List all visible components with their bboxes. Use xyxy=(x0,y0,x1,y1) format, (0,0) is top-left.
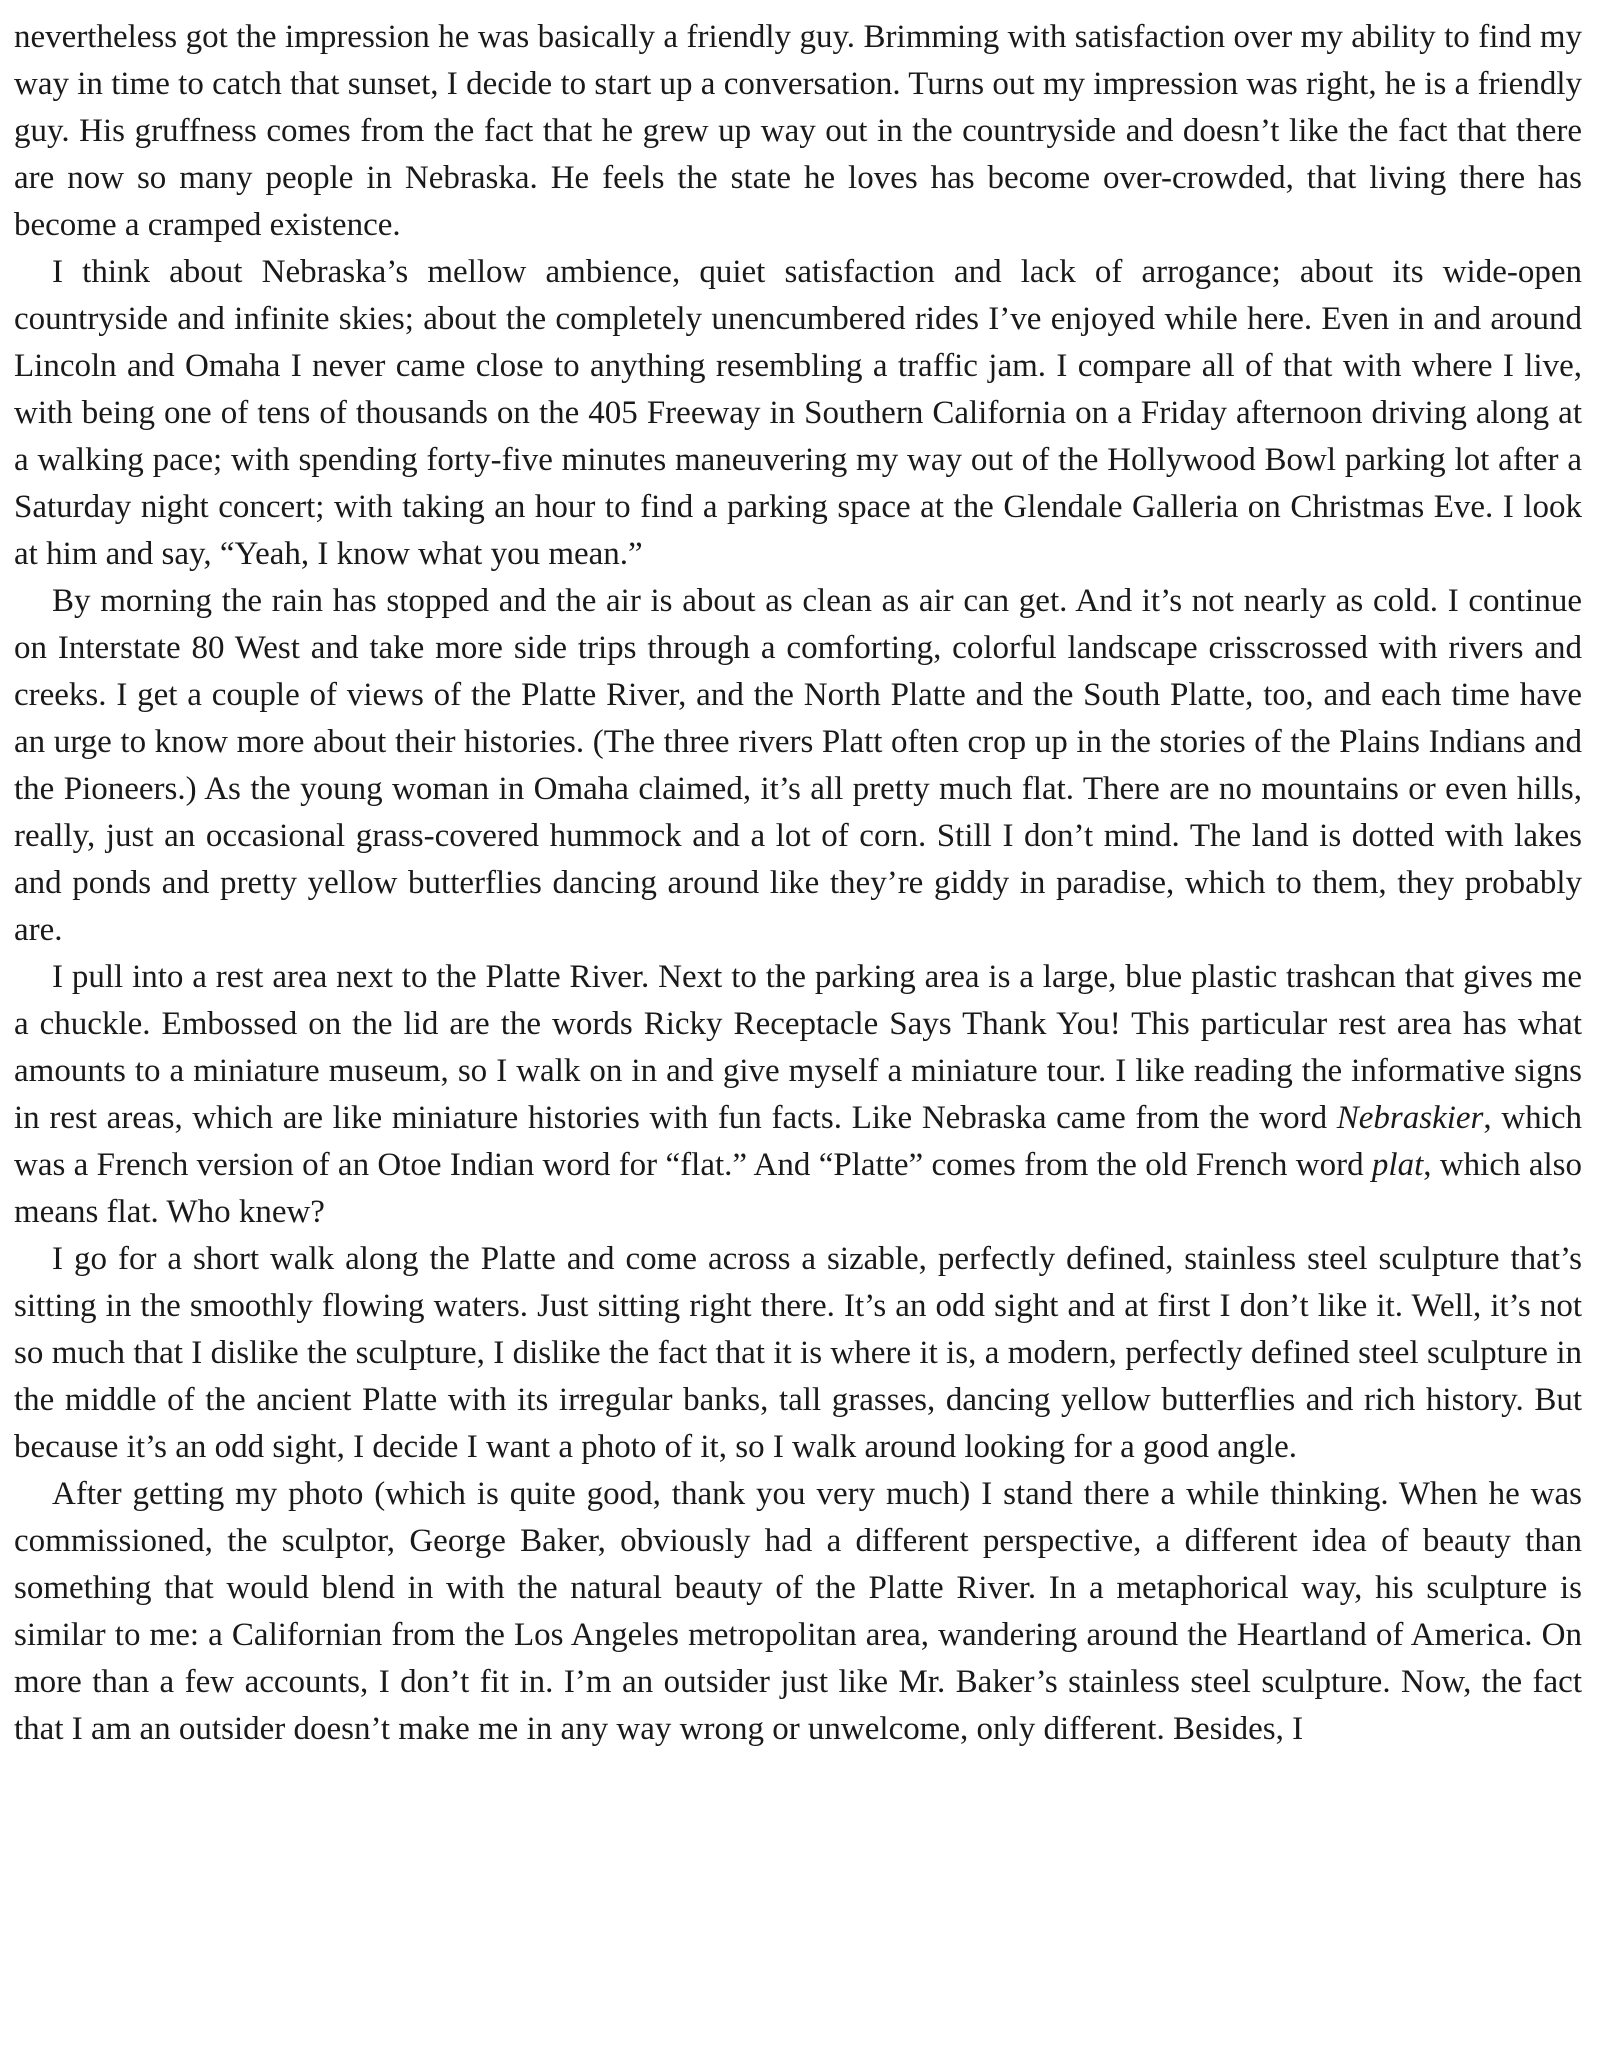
paragraph-text: , which also means flat. Who knew? xyxy=(14,1147,1582,1230)
paragraph-text: After getting my photo (which is quite good, thank you very much) I stand there a while thinking. When he was commissioned, the sculptor, George Baker, obviously had a different perspective, a different idea of beauty than something that would blend in with the natural beauty of the Platte River. In a metaphorical way, his sculpture is similar to me: a Californian from the Los Angeles metropolitan area, wandering around the Heartland of America. On more than a few accounts, I don’t fit in. I’m an outsider just like Mr. Baker’s stainless steel sculpture. Now, the fact that I am an outsider doesn’t make me in any way wrong or unwelcome, only different. Besides, I xyxy=(14,1476,1582,1747)
paragraph-text: , which was a French version of an Otoe Indian word for “flat.” And “Platte” comes from the old French word xyxy=(14,1100,1582,1183)
paragraph-5 xyxy=(14,1236,1582,1471)
book-page xyxy=(14,14,1582,2064)
italic-word-nebraskier: Nebraskier xyxy=(1336,1100,1484,1136)
italic-word-plat: plat xyxy=(1371,1147,1424,1183)
paragraph-text: By morning the rain has stopped and the air is about as clean as air can get. And it’s not nearly as cold. I continue on Interstate 80 West and take more side trips through a comforting, colorful landscape crisscrossed with rivers and creeks. I get a couple of views of the Platte River, and the North Platte and the South Platte, too, and each time have an urge to know more about their histories. (The three rivers Platt often crop up in the stories of the Plains Indians and the Pioneers.) As the young woman in Omaha claimed, it’s all pretty much flat. There are no mountains or even hills, really, just an occasional grass-covered hummock and a lot of corn. Still I don’t mind. The land is dotted with lakes and ponds and pretty yellow butterflies dancing around like they’re giddy in paradise, which to them, they probably are. xyxy=(14,583,1582,948)
paragraph-6 xyxy=(14,1471,1582,1753)
paragraph-text: I go for a short walk along the Platte and come across a sizable, perfectly defined, stainless steel sculpture that’s sitting in the smoothly flowing waters. Just sitting right there. It’s an odd sight and at first I don’t like it. Well, it’s not so much that I dislike the sculpture, I dislike the fact that it is where it is, a modern, perfectly defined steel sculpture in the middle of the ancient Platte with its irregular banks, tall grasses, dancing yellow butterflies and rich history. But because it’s an odd sight, I decide I want a photo of it, so I walk around looking for a good angle. xyxy=(14,1241,1582,1465)
paragraph-3 xyxy=(14,578,1582,954)
paragraph-2 xyxy=(14,249,1582,578)
paragraph-text: I pull into a rest area next to the Platte River. Next to the parking area is a large, blue plastic trashcan that gives me a chuckle. Embossed on the lid are the words Ricky Receptacle Says Thank You! This particular rest area has what amounts to a miniature museum, so I walk on in and give myself a miniature tour. I like reading the informative signs in rest areas, which are like miniature histories with fun facts. Like Nebraska came from the word xyxy=(14,959,1582,1136)
paragraph-1 xyxy=(14,14,1582,249)
paragraph-text: I think about Nebraska’s mellow ambience, quiet satisfaction and lack of arrogance; about its wide-open countryside and infinite skies; about the completely unencumbered rides I’ve enjoyed while here. Even in and around Lincoln and Omaha I never came close to anything resembling a traffic jam. I compare all of that with where I live, with being one of tens of thousands on the 405 Freeway in Southern California on a Friday afternoon driving along at a walking pace; with spending forty-five minutes maneuvering my way out of the Hollywood Bowl parking lot after a Saturday night concert; with taking an hour to find a parking space at the Glendale Galleria on Christmas Eve. I look at him and say, “Yeah, I know what you mean.” xyxy=(14,254,1582,572)
paragraph-4 xyxy=(14,954,1582,1236)
paragraph-text: nevertheless got the impression he was basically a friendly guy. Brimming with satisfaction over my ability to find my way in time to catch that sunset, I decide to start up a conversation. Turns out my impression was right, he is a friendly guy. His gruffness comes from the fact that he grew up way out in the countryside and doesn’t like the fact that there are now so many people in Nebraska. He feels the state he loves has become over-crowded, that living there has become a cramped existence. xyxy=(14,19,1582,243)
